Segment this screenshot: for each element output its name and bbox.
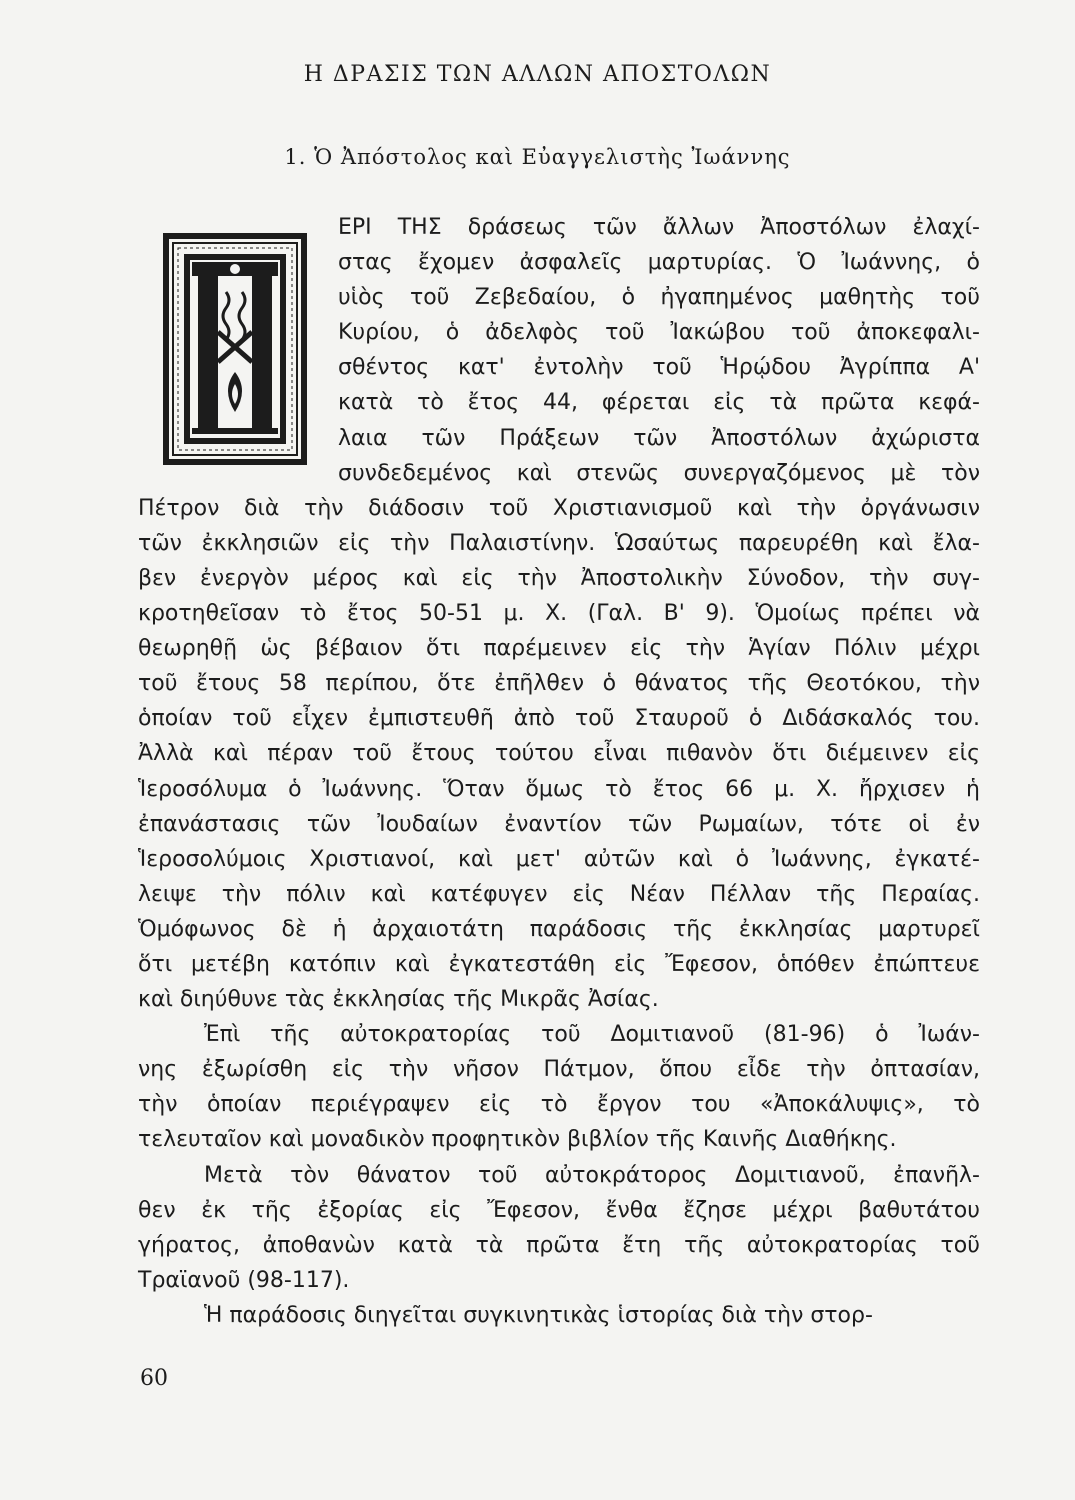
text-line: υἱὸς τοῦ Ζεβεδαίου, ὁ ἠγαπημένος μαθητὴς τοῦ [338, 285, 980, 311]
text-line: νης ἐξωρίσθη εἰς τὴν νῆσον Πάτμον, ὅπου εἶδε τὴν ὀπτασίαν, [138, 1057, 980, 1083]
text-line: τῶν ἐκκλησιῶν εἰς τὴν Παλαιστίνην. Ὡσαύτως παρευρέθη καὶ ἔλα- [138, 530, 980, 556]
text-line: ὁποίαν τοῦ εἶχεν ἐμπιστευθῆ ἀπὸ τοῦ Σταυροῦ ὁ Διδάσκαλός του. [138, 706, 980, 732]
text-line: Πέτρον διὰ τὴν διάδοσιν τοῦ Χριστιανισμοῦ καὶ τὴν ὀργάνωσιν [138, 495, 980, 521]
text-line: ΕΡΙ ΤΗΣ δράσεως τῶν ἄλλων Ἀποστόλων ἐλαχί- [338, 215, 980, 240]
text-line: κατὰ τὸ ἔτος 44, φέρεται εἰς τὰ πρῶτα κεφά- [338, 390, 980, 416]
text-line: τὴν ὁποίαν περιέγραψεν εἰς τὸ ἔργον του «Ἀποκάλυψις», τὸ [138, 1092, 980, 1118]
text-line: θεωρηθῇ ὡς βέβαιον ὅτι παρέμεινεν εἰς τὴν Ἁγίαν Πόλιν μέχρι [138, 636, 980, 662]
text-line: Ἡ παράδοσις διηγεῖται συγκινητικὰς ἱστορίας διὰ τὴν στορ- [204, 1302, 873, 1328]
text-line: ὅτι μετέβη κατόπιν καὶ ἐγκατεστάθη εἰς Ἔφεσον, ὁπόθεν ἐπώπτευε [138, 951, 980, 977]
text-line: Κυρίου, ὁ ἀδελφὸς τοῦ Ἰακώβου τοῦ ἀποκεφαλι- [338, 320, 980, 346]
text-line: Ὁμόφωνος δὲ ἡ ἀρχαιοτάτη παράδοσις τῆς ἐκκλησίας μαρτυρεῖ [138, 916, 980, 942]
text-line: βεν ἐνεργὸν μέρος καὶ εἰς τὴν Ἀποστολικὴν Σύνοδον, τὴν συγ- [138, 565, 980, 591]
text-line: καὶ διηύθυνε τὰς ἐκκλησίας τῆς Μικρᾶς Ἀσίας. [138, 987, 659, 1013]
text-line: κροτηθεῖσαν τὸ ἔτος 50-51 μ. Χ. (Γαλ. Β' 9). Ὁμοίως πρέπει νὰ [138, 601, 980, 627]
text-line: λειψε τὴν πόλιν καὶ κατέφυγεν εἰς Νέαν Πέλλαν τῆς Περαίας. [138, 881, 980, 907]
text-line: Ἱεροσολύμοις Χριστιανοί, καὶ μετ' αὐτῶν καὶ ὁ Ἰωάννης, ἐγκατέ- [138, 846, 980, 872]
text-line: λαια τῶν Πράξεων τῶν Ἀποστόλων ἀχώριστα [338, 425, 980, 451]
text-line: Ἀλλὰ καὶ πέραν τοῦ ἔτους τούτου εἶναι πιθανὸν ὅτι διέμεινεν εἰς [138, 741, 980, 767]
running-title: Η ΔΡΑΣΙΣ ΤΩΝ ΑΛΛΩΝ ΑΠΟΣΤΟΛΩΝ [303, 62, 772, 87]
section-heading: 1. Ὁ Ἀπόστολος καὶ Εὐαγγελιστὴς Ἰωάννης [284, 145, 791, 169]
body-text [138, 210, 980, 1333]
text-line: τελευταῖον καὶ μοναδικὸν προφητικὸν βιβλίον τῆς Καινῆς Διαθήκης. [138, 1127, 897, 1153]
text-line: Ἐπὶ τῆς αὐτοκρατορίας τοῦ Δομιτιανοῦ (81-96) ὁ Ἰωάν- [204, 1022, 980, 1048]
text-line: Ἱεροσόλυμα ὁ Ἰωάννης. Ὅταν ὅμως τὸ ἔτος 66 μ. Χ. ἤρχισεν ἡ [138, 776, 980, 802]
text-line: στας ἔχομεν ἀσφαλεῖς μαρτυρίας. Ὁ Ἰωάννης, ὁ [338, 250, 980, 276]
text-line: θεν ἐκ τῆς ἐξορίας εἰς Ἔφεσον, ἔνθα ἔζησε μέχρι βαθυτάτου [138, 1197, 980, 1223]
page-number: 60 [140, 1366, 168, 1391]
text-line: συνδεδεμένος καὶ στενῶς συνεργαζόμενος μὲ τὸν [338, 460, 980, 486]
text-line: Μετὰ τὸν θάνατον τοῦ αὐτοκράτορος Δομιτιανοῦ, ἐπανῆλ- [204, 1162, 980, 1188]
text-line: γήρατος, ἀποθανὼν κατὰ τὰ πρῶτα ἔτη τῆς αὐτοκρατορίας τοῦ [138, 1232, 980, 1258]
text-line: Τραϊανοῦ (98-117). [138, 1267, 350, 1293]
text-line: ἐπανάστασις τῶν Ἰουδαίων ἐναντίον τῶν Ρωμαίων, τότε οἱ ἐν [138, 811, 980, 837]
text-line: τοῦ ἔτους 58 περίπου, ὅτε ἐπῆλθεν ὁ θάνατος τῆς Θεοτόκου, τὴν [138, 671, 980, 697]
text-line: σθέντος κατ' ἐντολὴν τοῦ Ἡρῴδου Ἀγρίππα Α' [338, 355, 980, 381]
